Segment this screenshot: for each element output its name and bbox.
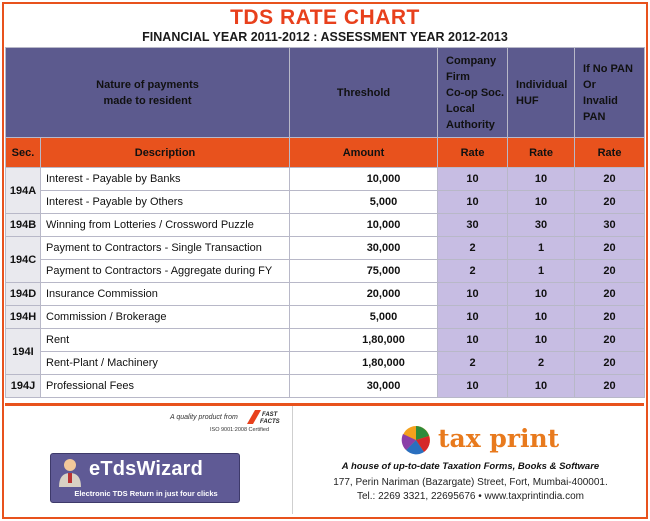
rate-individual-cell: 10 (508, 191, 575, 214)
rate-individual-cell: 10 (508, 306, 575, 329)
rate-company-cell: 2 (438, 352, 508, 375)
header-company-line: Local (446, 102, 475, 115)
rate-nopan-cell: 20 (575, 260, 645, 283)
rate-individual-cell: 1 (508, 260, 575, 283)
rate-company-cell: 10 (438, 191, 508, 214)
description-cell: Winning from Lotteries / Crossword Puzzle (41, 214, 290, 237)
description-cell: Rent-Plant / Machinery (41, 352, 290, 375)
address-line-2: Tel.: 2269 3321, 22695676 • www.taxprintindia.com (357, 491, 584, 502)
description-cell: Insurance Commission (41, 283, 290, 306)
header-description: Description (41, 138, 290, 168)
rate-nopan-cell: 20 (575, 237, 645, 260)
rate-company-cell: 10 (438, 329, 508, 352)
etdswizard-logo (50, 453, 240, 503)
amount-cell: 5,000 (290, 306, 438, 329)
section-code: 194I (6, 329, 41, 375)
table-row (6, 191, 645, 214)
header-nature-line1: Nature of payments (96, 78, 199, 91)
header-company (438, 48, 508, 138)
footer-divider (5, 403, 644, 406)
table-row (6, 306, 645, 329)
description-cell: Commission / Brokerage (41, 306, 290, 329)
rate-individual-cell: 30 (508, 214, 575, 237)
rate-company-cell: 2 (438, 260, 508, 283)
rate-company-cell: 2 (438, 237, 508, 260)
header-individual (508, 48, 575, 138)
fastfacts-line1: FAST (262, 412, 278, 418)
header-individual-line: HUF (516, 94, 539, 107)
chart-subtitle: FINANCIAL YEAR 2011-2012 : ASSESSMENT YEAR 2012-2013 (142, 30, 508, 44)
header-nature-of-payments (6, 48, 290, 138)
section-code: 194A (6, 168, 41, 214)
section-code: 194D (6, 283, 41, 306)
table-row (6, 214, 645, 237)
header-company-line: Co-op Soc. (446, 86, 505, 99)
header-nopan-line: PAN (583, 110, 606, 123)
amount-cell: 10,000 (290, 214, 438, 237)
amount-cell: 20,000 (290, 283, 438, 306)
description-cell: Payment to Contractors - Single Transaction (41, 237, 290, 260)
rate-individual-cell: 2 (508, 352, 575, 375)
table-row (6, 260, 645, 283)
section-code: 194B (6, 214, 41, 237)
header-amount: Amount (290, 138, 438, 168)
etdswizard-title: eTdsWizard (89, 458, 204, 480)
header-nature-line2: made to resident (103, 94, 192, 107)
rate-individual-cell: 10 (508, 168, 575, 191)
amount-cell: 75,000 (290, 260, 438, 283)
header-rate-individual: Rate (508, 138, 575, 168)
tds-rate-table (5, 47, 645, 398)
rate-company-cell: 10 (438, 168, 508, 191)
section-code: 194C (6, 237, 41, 283)
rate-individual-cell: 10 (508, 283, 575, 306)
rate-individual-cell: 10 (508, 329, 575, 352)
rate-nopan-cell: 20 (575, 283, 645, 306)
rate-company-cell: 10 (438, 283, 508, 306)
iso-certification: ISO 9001:2008 Certified (210, 427, 270, 433)
quality-product-text: A quality product from (170, 414, 238, 421)
table-row (6, 283, 645, 306)
header-row-bottom (6, 138, 645, 168)
rate-company-cell: 10 (438, 375, 508, 398)
header-company-line: Authority (446, 118, 495, 131)
header-company-line: Firm (446, 70, 470, 83)
rate-company-cell: 10 (438, 306, 508, 329)
table-row (6, 329, 645, 352)
amount-cell: 1,80,000 (290, 352, 438, 375)
rate-nopan-cell: 20 (575, 329, 645, 352)
section-code: 194J (6, 375, 41, 398)
header-individual-line: Individual (516, 78, 568, 91)
rate-company-cell: 30 (438, 214, 508, 237)
table-row (6, 237, 645, 260)
header-rate-nopan: Rate (575, 138, 645, 168)
fastfacts-logo-icon (247, 410, 283, 424)
etdswizard-subtitle: Electronic TDS Return in just four clicks (74, 489, 218, 498)
header-sec: Sec. (6, 138, 41, 168)
rate-nopan-cell: 20 (575, 168, 645, 191)
rate-individual-cell: 10 (508, 375, 575, 398)
chart-title: TDS RATE CHART (230, 6, 420, 29)
header-row-top (6, 48, 645, 138)
header-nopan-line: Invalid (583, 94, 618, 107)
table-row (6, 352, 645, 375)
rate-nopan-cell: 20 (575, 375, 645, 398)
header-no-pan (575, 48, 645, 138)
person-icon (57, 457, 83, 487)
address-line-1: 177, Perin Nariman (Bazargate) Street, Fort, Mumbai-400001. (333, 477, 608, 488)
header-threshold: Threshold (290, 48, 438, 138)
description-cell: Interest - Payable by Others (41, 191, 290, 214)
header-nopan-line: Or (583, 78, 596, 91)
amount-cell: 1,80,000 (290, 329, 438, 352)
description-cell: Rent (41, 329, 290, 352)
description-cell: Interest - Payable by Banks (41, 168, 290, 191)
table-row (6, 168, 645, 191)
taxprint-pie-icon (398, 425, 434, 455)
description-cell: Payment to Contractors - Aggregate during FY (41, 260, 290, 283)
taxprint-tagline: A house of up-to-date Taxation Forms, Books & Software (341, 461, 600, 472)
taxprint-brand-name: tax print (438, 424, 560, 453)
amount-cell: 10,000 (290, 168, 438, 191)
header-company-line: Company (446, 54, 497, 67)
header-rate-company: Rate (438, 138, 508, 168)
amount-cell: 30,000 (290, 237, 438, 260)
description-cell: Professional Fees (41, 375, 290, 398)
amount-cell: 30,000 (290, 375, 438, 398)
fastfacts-line2: FACTS (260, 419, 280, 424)
rate-individual-cell: 1 (508, 237, 575, 260)
rate-nopan-cell: 20 (575, 191, 645, 214)
rate-nopan-cell: 20 (575, 352, 645, 375)
section-code: 194H (6, 306, 41, 329)
rate-nopan-cell: 30 (575, 214, 645, 237)
amount-cell: 5,000 (290, 191, 438, 214)
rate-nopan-cell: 20 (575, 306, 645, 329)
table-row (6, 375, 645, 398)
header-nopan-line: If No PAN (583, 62, 633, 75)
